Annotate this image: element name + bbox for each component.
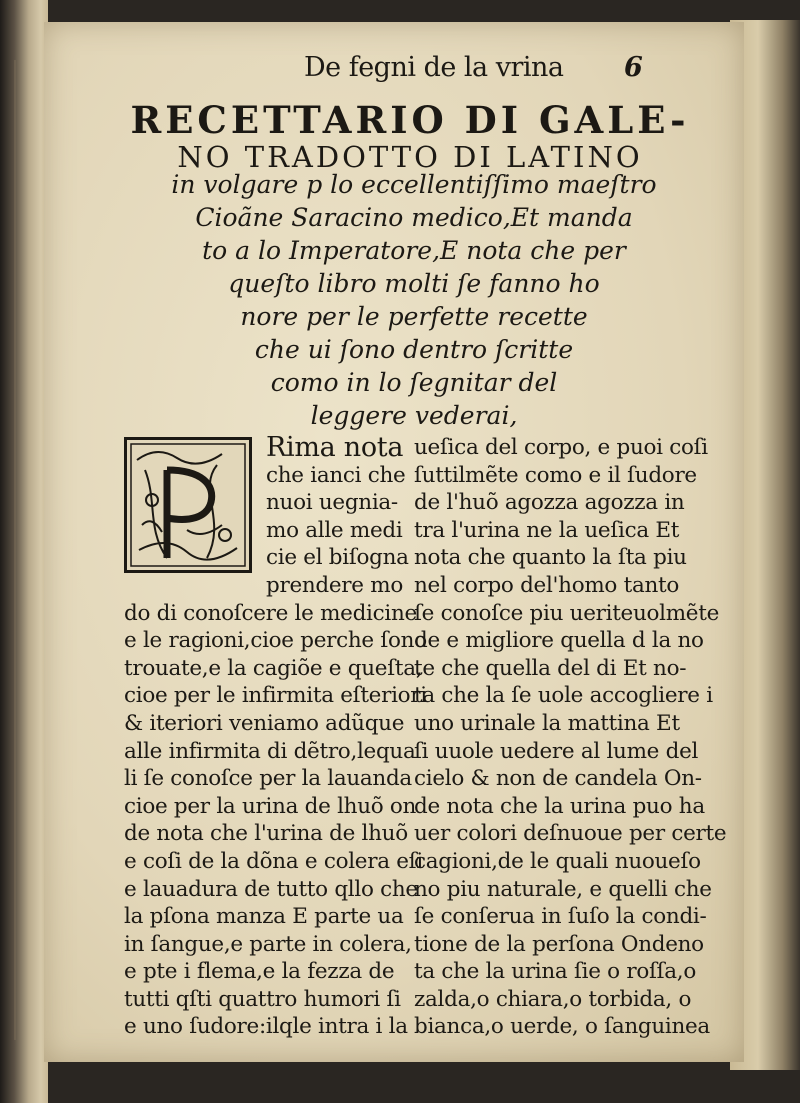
text-column-right	[414, 434, 727, 1041]
text-line: e pte i flema,e la fezza de	[124, 959, 395, 985]
text-line: cagioni,de le quali nuoueſo	[414, 848, 701, 874]
subtitle-line: in volgare p lo eccellentiſſimo maeſtro	[171, 170, 657, 199]
text-line: la pſona manza E parte ua	[124, 904, 404, 930]
binding-crease	[14, 60, 16, 1040]
text-line: nuoi uegnia-	[266, 490, 398, 516]
text-line: prendere mo	[266, 572, 403, 598]
text-line: de e migliore quella d la no	[414, 628, 704, 654]
text-line: ſe conoſce piu ueriteuolmẽte	[414, 600, 719, 626]
text-line: li ſe conoſce per la lauanda	[124, 766, 412, 792]
text-column-left	[124, 432, 427, 1041]
text-line: tione de la perſona Ondeno	[414, 931, 704, 957]
text-line: uno urinale la mattina Et	[414, 710, 680, 736]
running-head	[304, 52, 644, 83]
text-line: Rima nota	[266, 432, 404, 463]
text-line: nota che quanto la ſta piu	[414, 545, 687, 571]
text-line: de nota che l'urina de lhuõ	[124, 821, 408, 847]
text-line: no piu naturale, e quelli che	[414, 876, 712, 902]
text-line: ſi uuole uedere al lume del	[414, 738, 699, 764]
folio-number: 6	[624, 52, 643, 83]
text-line: trouate,e la cagiõe e queſta,	[124, 655, 423, 681]
text-line: de nota che la urina puo ha	[414, 793, 705, 819]
text-line: e coſi de la dõna e colera eſi	[124, 848, 423, 874]
text-line: uer colori deſnuoue per certe	[414, 821, 727, 847]
text-line: alle infirmita di dẽtro,lequa	[124, 738, 416, 764]
text-line: bianca,o uerde, o ſanguinea	[414, 1014, 710, 1040]
subtitle-line: nore per le perfette recette	[240, 302, 588, 331]
text-line: ſuttilmẽte como e il ſudore	[414, 462, 697, 488]
book-binding	[0, 0, 48, 1103]
text-line: te che quella del di Et no-	[414, 655, 687, 681]
text-line: tutti qſti quattro humori ſi	[124, 986, 401, 1012]
text-line: e uno ſudore:ilqle intra i la	[124, 1014, 408, 1040]
text-line: cielo & non de candela On-	[414, 766, 702, 792]
text-line: ſe conſerua in ſuſo la condi-	[414, 904, 707, 930]
subtitle-block	[144, 168, 684, 432]
text-line: ta che la ſe uole accogliere i	[414, 683, 713, 709]
text-line: che ianci che	[266, 462, 406, 488]
title-line-2: NO TRADOTTO DI LATINO	[177, 140, 643, 174]
subtitle-line: queſto libro molti ſe fanno ho	[228, 269, 600, 298]
text-line: cioe per la urina de lhuõ on	[124, 793, 417, 819]
text-line: e lauadura de tutto qllo che	[124, 876, 418, 902]
subtitle-line: Cioãne Saracino medico,Et manda	[195, 203, 633, 232]
text-line: mo alle medi	[266, 517, 403, 543]
text-line: in ſangue,e parte in colera,	[124, 931, 412, 957]
text-line: do di conoſcere le medicine	[124, 600, 417, 626]
text-line: de l'huõ agozza agozza in	[414, 490, 685, 516]
subtitle-line: che ui ſono dentro ſcritte	[254, 335, 574, 364]
subtitle-line: to a lo Imperatore,E nota che per	[202, 236, 626, 265]
running-head-text: De fegni de la vrina	[304, 52, 564, 83]
text-line: ueſica del corpo, e puoi coſi	[414, 435, 708, 460]
text-line: cioe per le infirmita eſteriori	[124, 683, 427, 709]
text-line: ta che la urina ſie o roſſa,o	[414, 959, 696, 985]
text-line: nel corpo del'homo tanto	[414, 572, 680, 598]
text-line: e le ragioni,cioe perche ſono	[124, 628, 427, 654]
subtitle-line: leggere vederai,	[310, 401, 518, 430]
text-line: tra l'urina ne la ueſica Et	[414, 517, 680, 543]
text-line: cie el biſogna	[266, 545, 409, 571]
book-page	[44, 22, 744, 1062]
text-line: & iteriori veniamo adũque	[124, 710, 405, 736]
title-line-1: RECETTARIO DI GALE-	[130, 98, 690, 142]
text-line: zalda,o chiara,o torbida, o	[414, 986, 692, 1012]
subtitle-line: como in lo ſegnitar del	[270, 368, 558, 397]
